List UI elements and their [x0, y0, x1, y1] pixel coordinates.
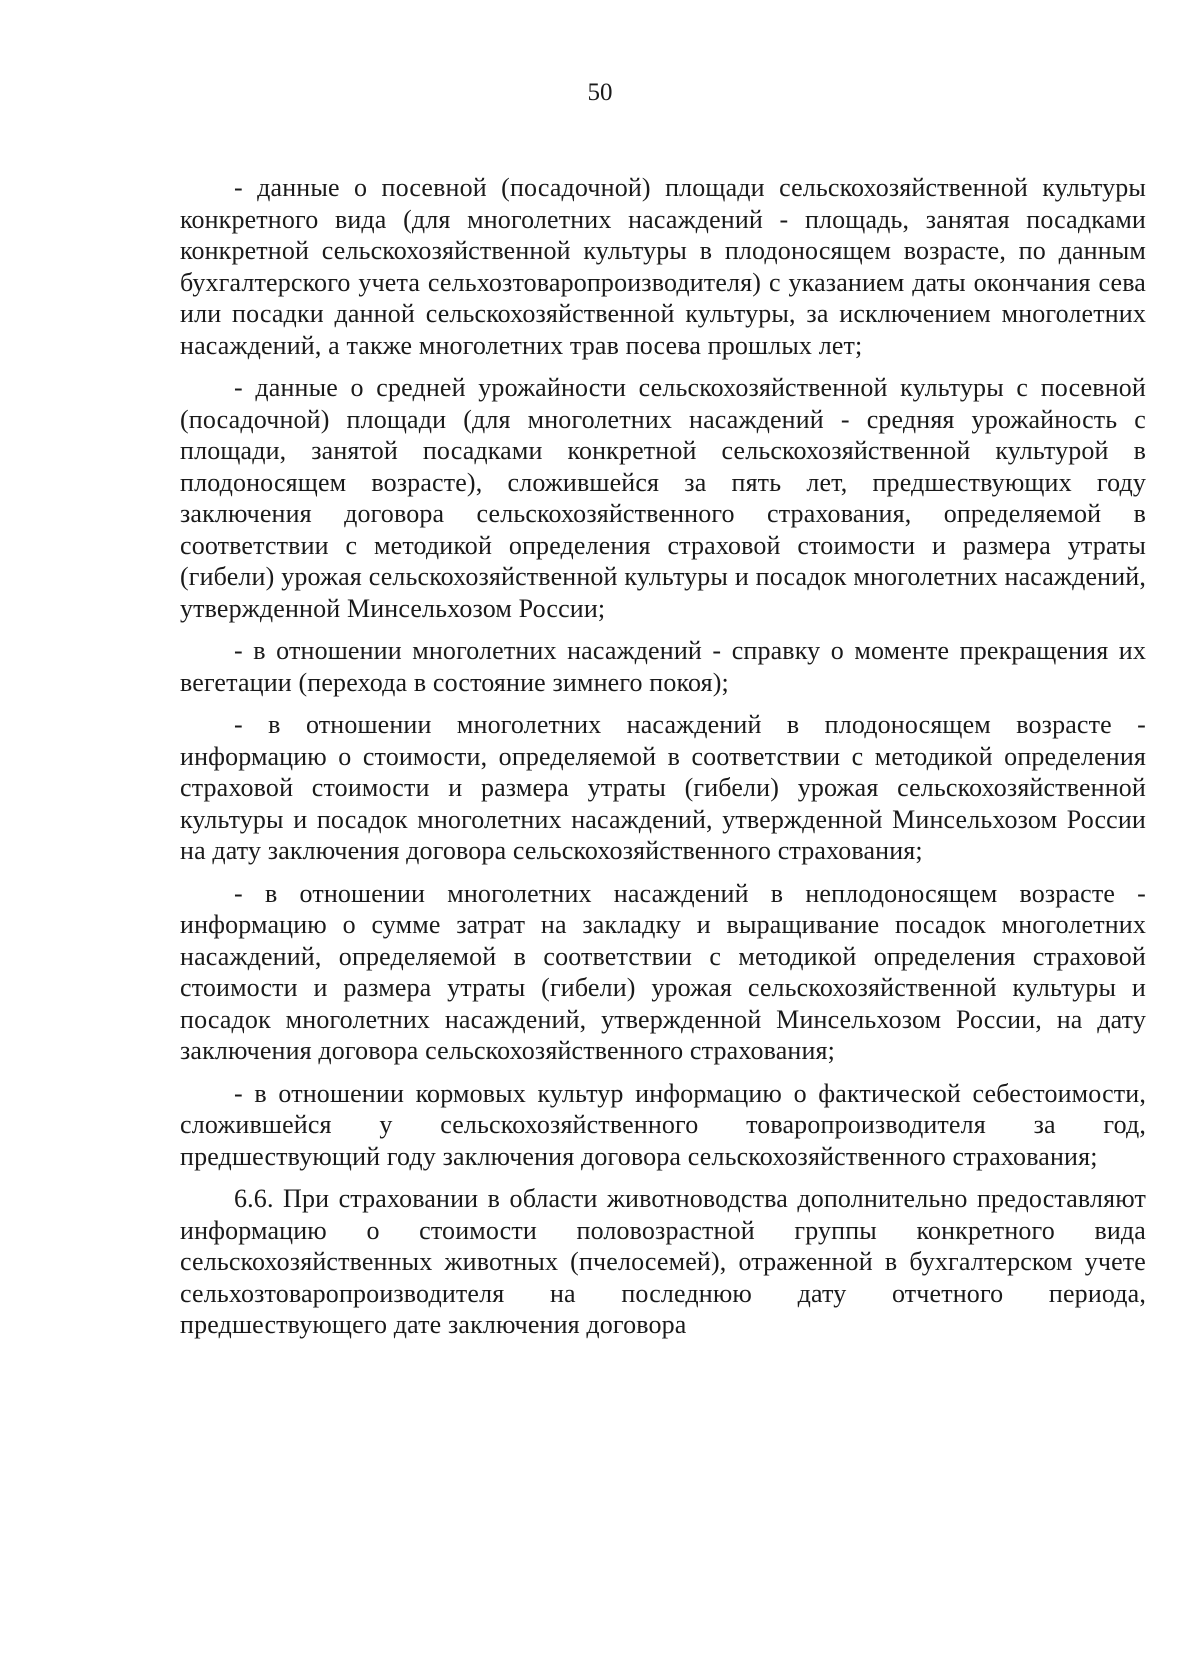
paragraph-fruiting-perennials: - в отношении многолетних насаждений в плодоносящем возрасте - информацию о стоимости, определяемой в соответствии с методикой определения страховой стоимости и размера утраты (гибели) урожая сельскохозяйственной культуры и посадок многолетних насаждений, утвержденной Минсельхозом России на дату заключения договора сельскохозяйственного страхования;: [180, 710, 1146, 865]
paragraph-vegetation-stop: - в отношении многолетних насаждений - справку о моменте прекращения их вегетации (перехода в состояние зимнего покоя);: [180, 636, 1146, 697]
paragraph-sown-area: - данные о посевной (посадочной) площади сельскохозяйственной культуры конкретного вида (для многолетних насаждений - площадь, занятая посадками конкретной сельскохозяйственной культуры в плодоносящем возрасте, по данным бухгалтерского учета сельхозтоваропроизводителя) с указанием даты окончания сева или посадки данной сельскохозяйственной культуры, за исключением многолетних насаждений, а также многолетних трав посева прошлых лет;: [180, 173, 1146, 360]
document-body: [180, 172, 1146, 1352]
paragraph-average-yield: - данные о средней урожайности сельскохозяйственной культуры с посевной (посадочной) площади (для многолетних насаждений - средняя урожайность с площади, занятой посадками конкретной сельскохозяйственной культурой в плодоносящем возрасте), сложившейся за пять лет, предшествующих году заключения договора сельскохозяйственного страхования, определяемой в соответствии с методикой определения страховой стоимости и размера утраты (гибели) урожая сельскохозяйственной культуры и посадок многолетних насаждений, утвержденной Минсельхозом России;: [180, 373, 1146, 623]
paragraph-nonfruiting-perennials: - в отношении многолетних насаждений в неплодоносящем возрасте - информацию о сумме затрат на закладку и выращивание посадок многолетних насаждений, определяемой в соответствии с методикой определения страховой стоимости и размера утраты (гибели) урожая сельскохозяйственной культуры и посадок многолетних насаждений, утвержденной Минсельхозом России, на дату заключения договора сельскохозяйственного страхования;: [180, 878, 1146, 1065]
paragraph-livestock-insurance: 6.6. При страховании в области животноводства дополнительно предоставляют информацию о стоимости половозрастной группы конкретного вида сельскохозяйственных животных (пчелосемей), отраженной в бухгалтерском учете сельхозтоваропроизводителя на последнюю дату отчетного периода, предшествующего дате заключения договора: [180, 1184, 1146, 1339]
page-number: 50: [587, 79, 613, 106]
paragraph-feed-crops: - в отношении кормовых культур информацию о фактической себестоимости, сложившейся у сельскохозяйственного товаропроизводителя за год, предшествующий году заключения договора сельскохозяйственного страхования;: [180, 1078, 1146, 1171]
